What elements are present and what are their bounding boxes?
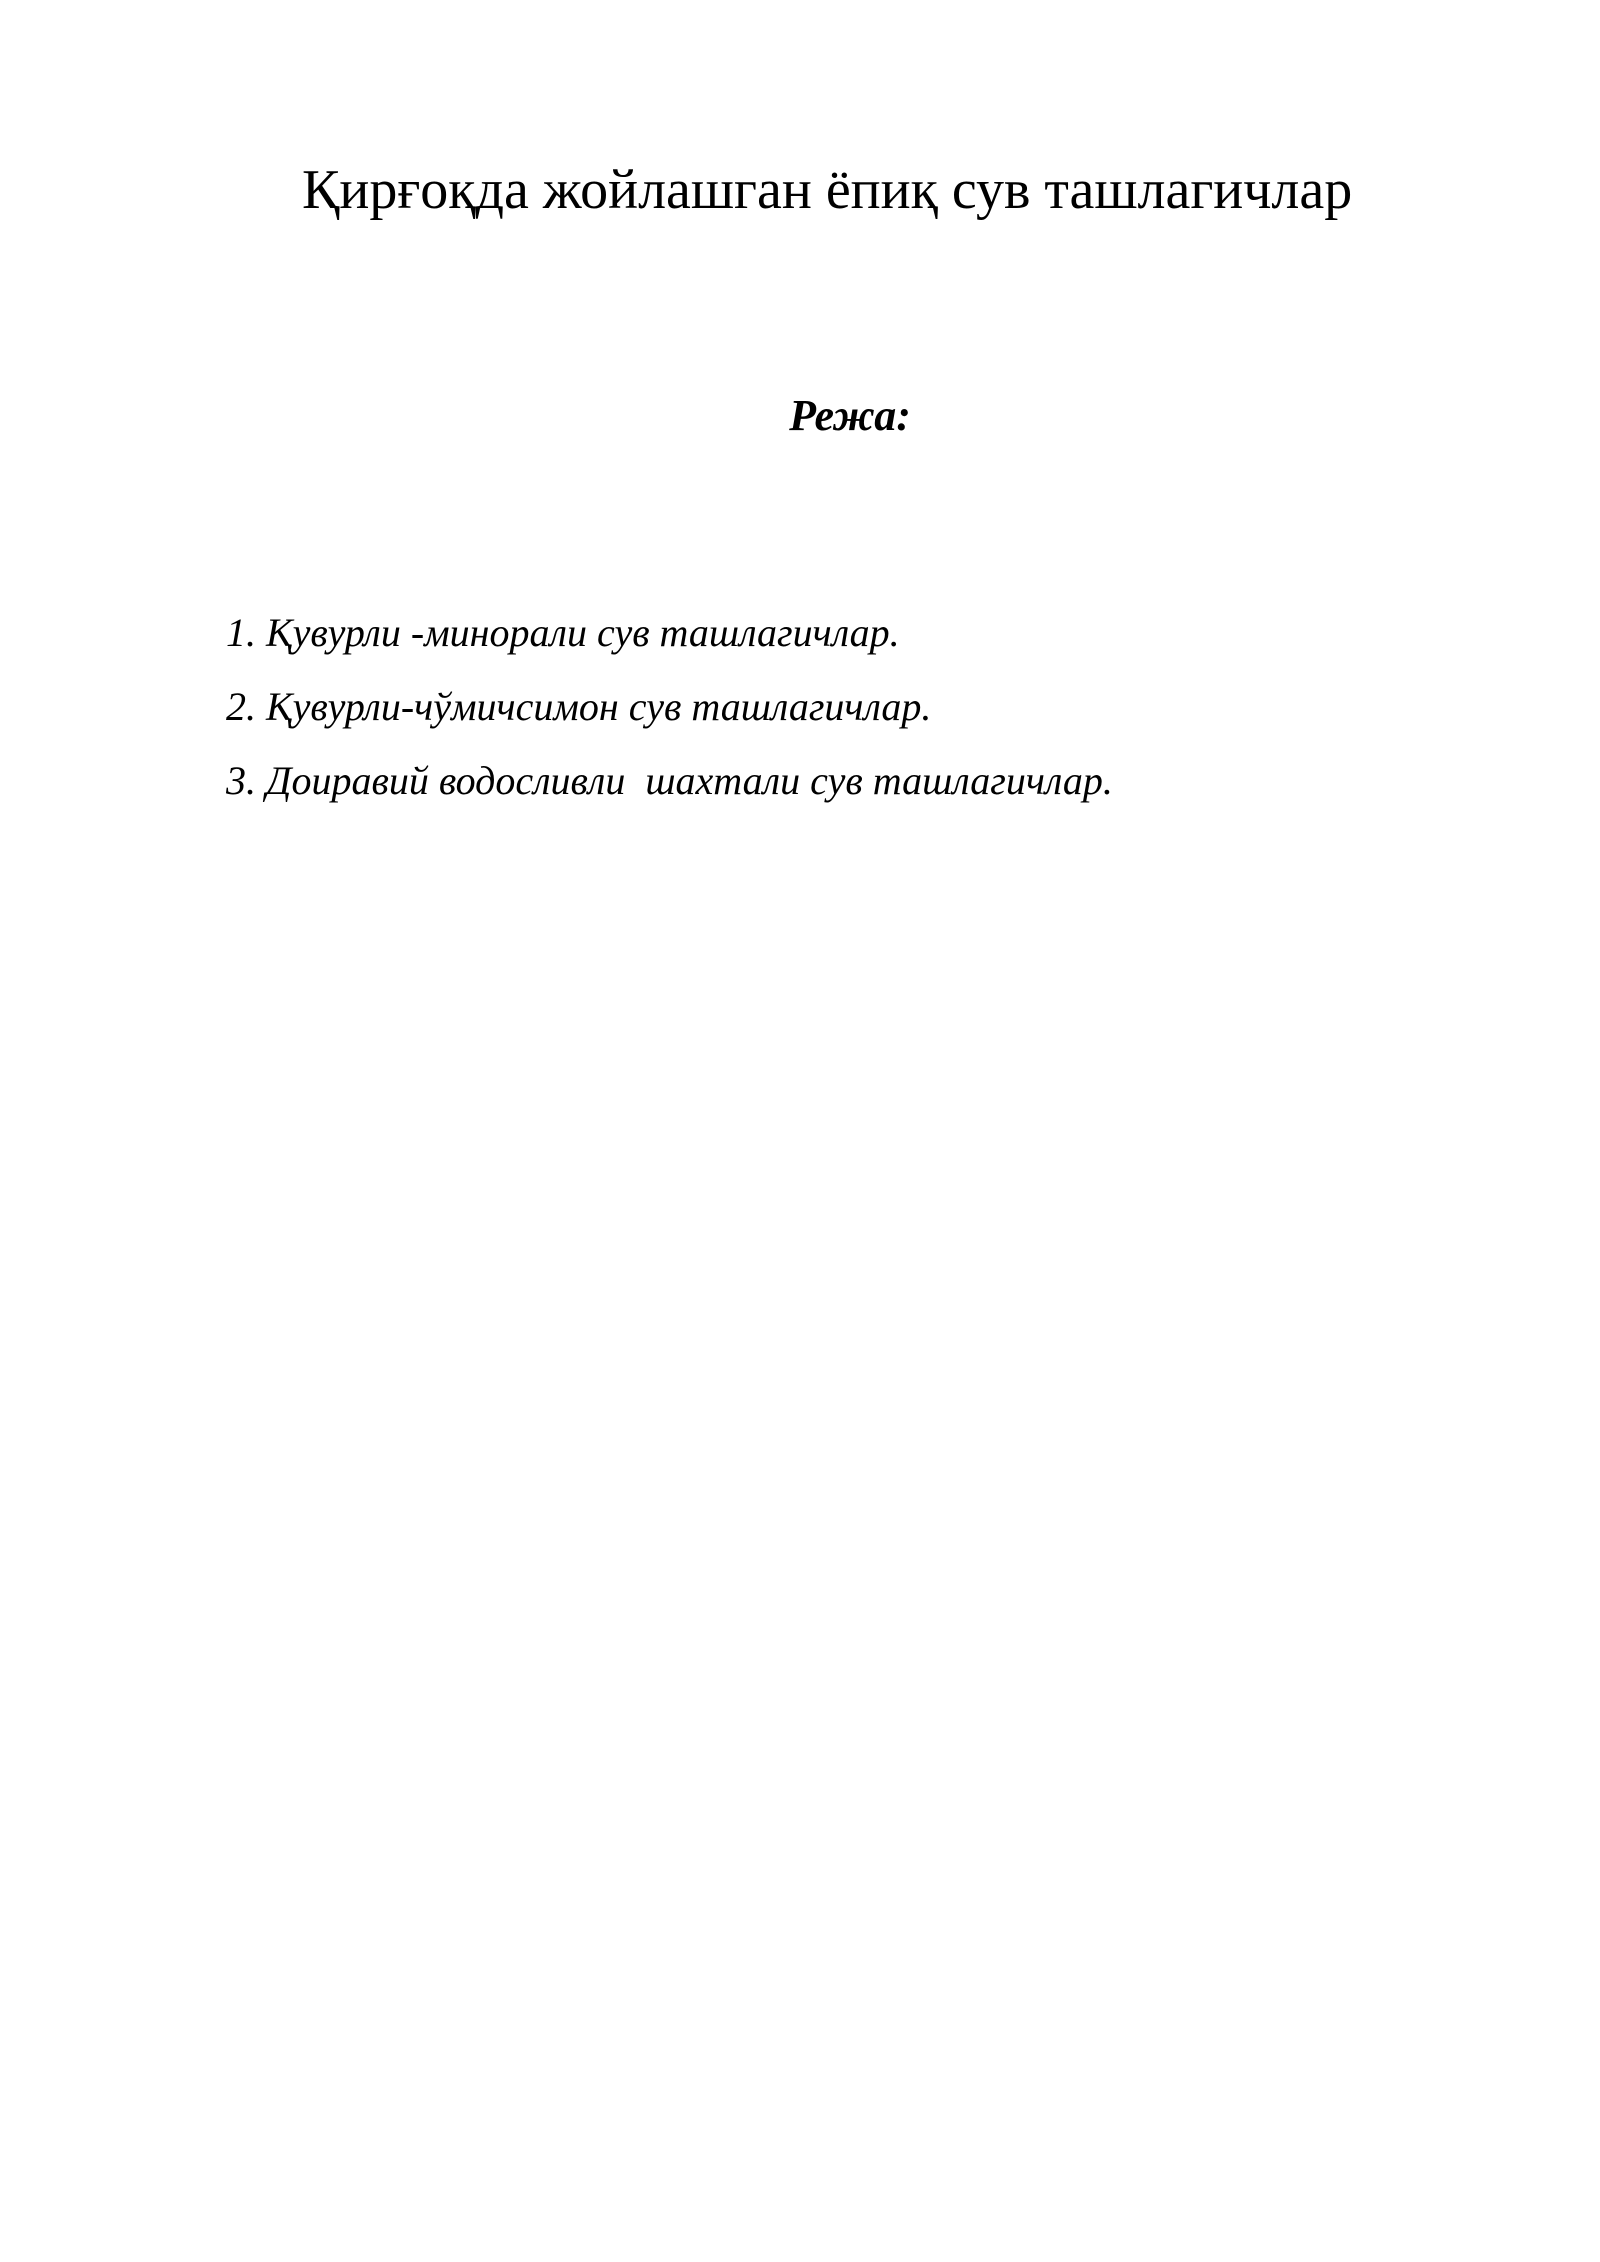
list-item-number: 3. bbox=[226, 758, 256, 803]
list-item bbox=[226, 670, 1113, 744]
list-item-number: 2. bbox=[226, 684, 256, 729]
list-item-text: Қувурли -минорали сув ташлагичлар. bbox=[266, 610, 900, 655]
plan-heading: Режа: bbox=[789, 391, 911, 440]
list-item-text: Қувурли-чўмичсимон сув ташлагичлар. bbox=[266, 684, 932, 729]
list-item-number: 1. bbox=[226, 610, 256, 655]
list-item-text: Доиравий водосливли шахтали сув ташлагичлар. bbox=[266, 758, 1113, 803]
document-title: Қирғоқда жойлашган ёпиқ сув ташлагичлар bbox=[302, 159, 1353, 221]
list-item bbox=[226, 744, 1113, 818]
plan-list bbox=[226, 596, 1113, 818]
list-item bbox=[226, 596, 1113, 670]
